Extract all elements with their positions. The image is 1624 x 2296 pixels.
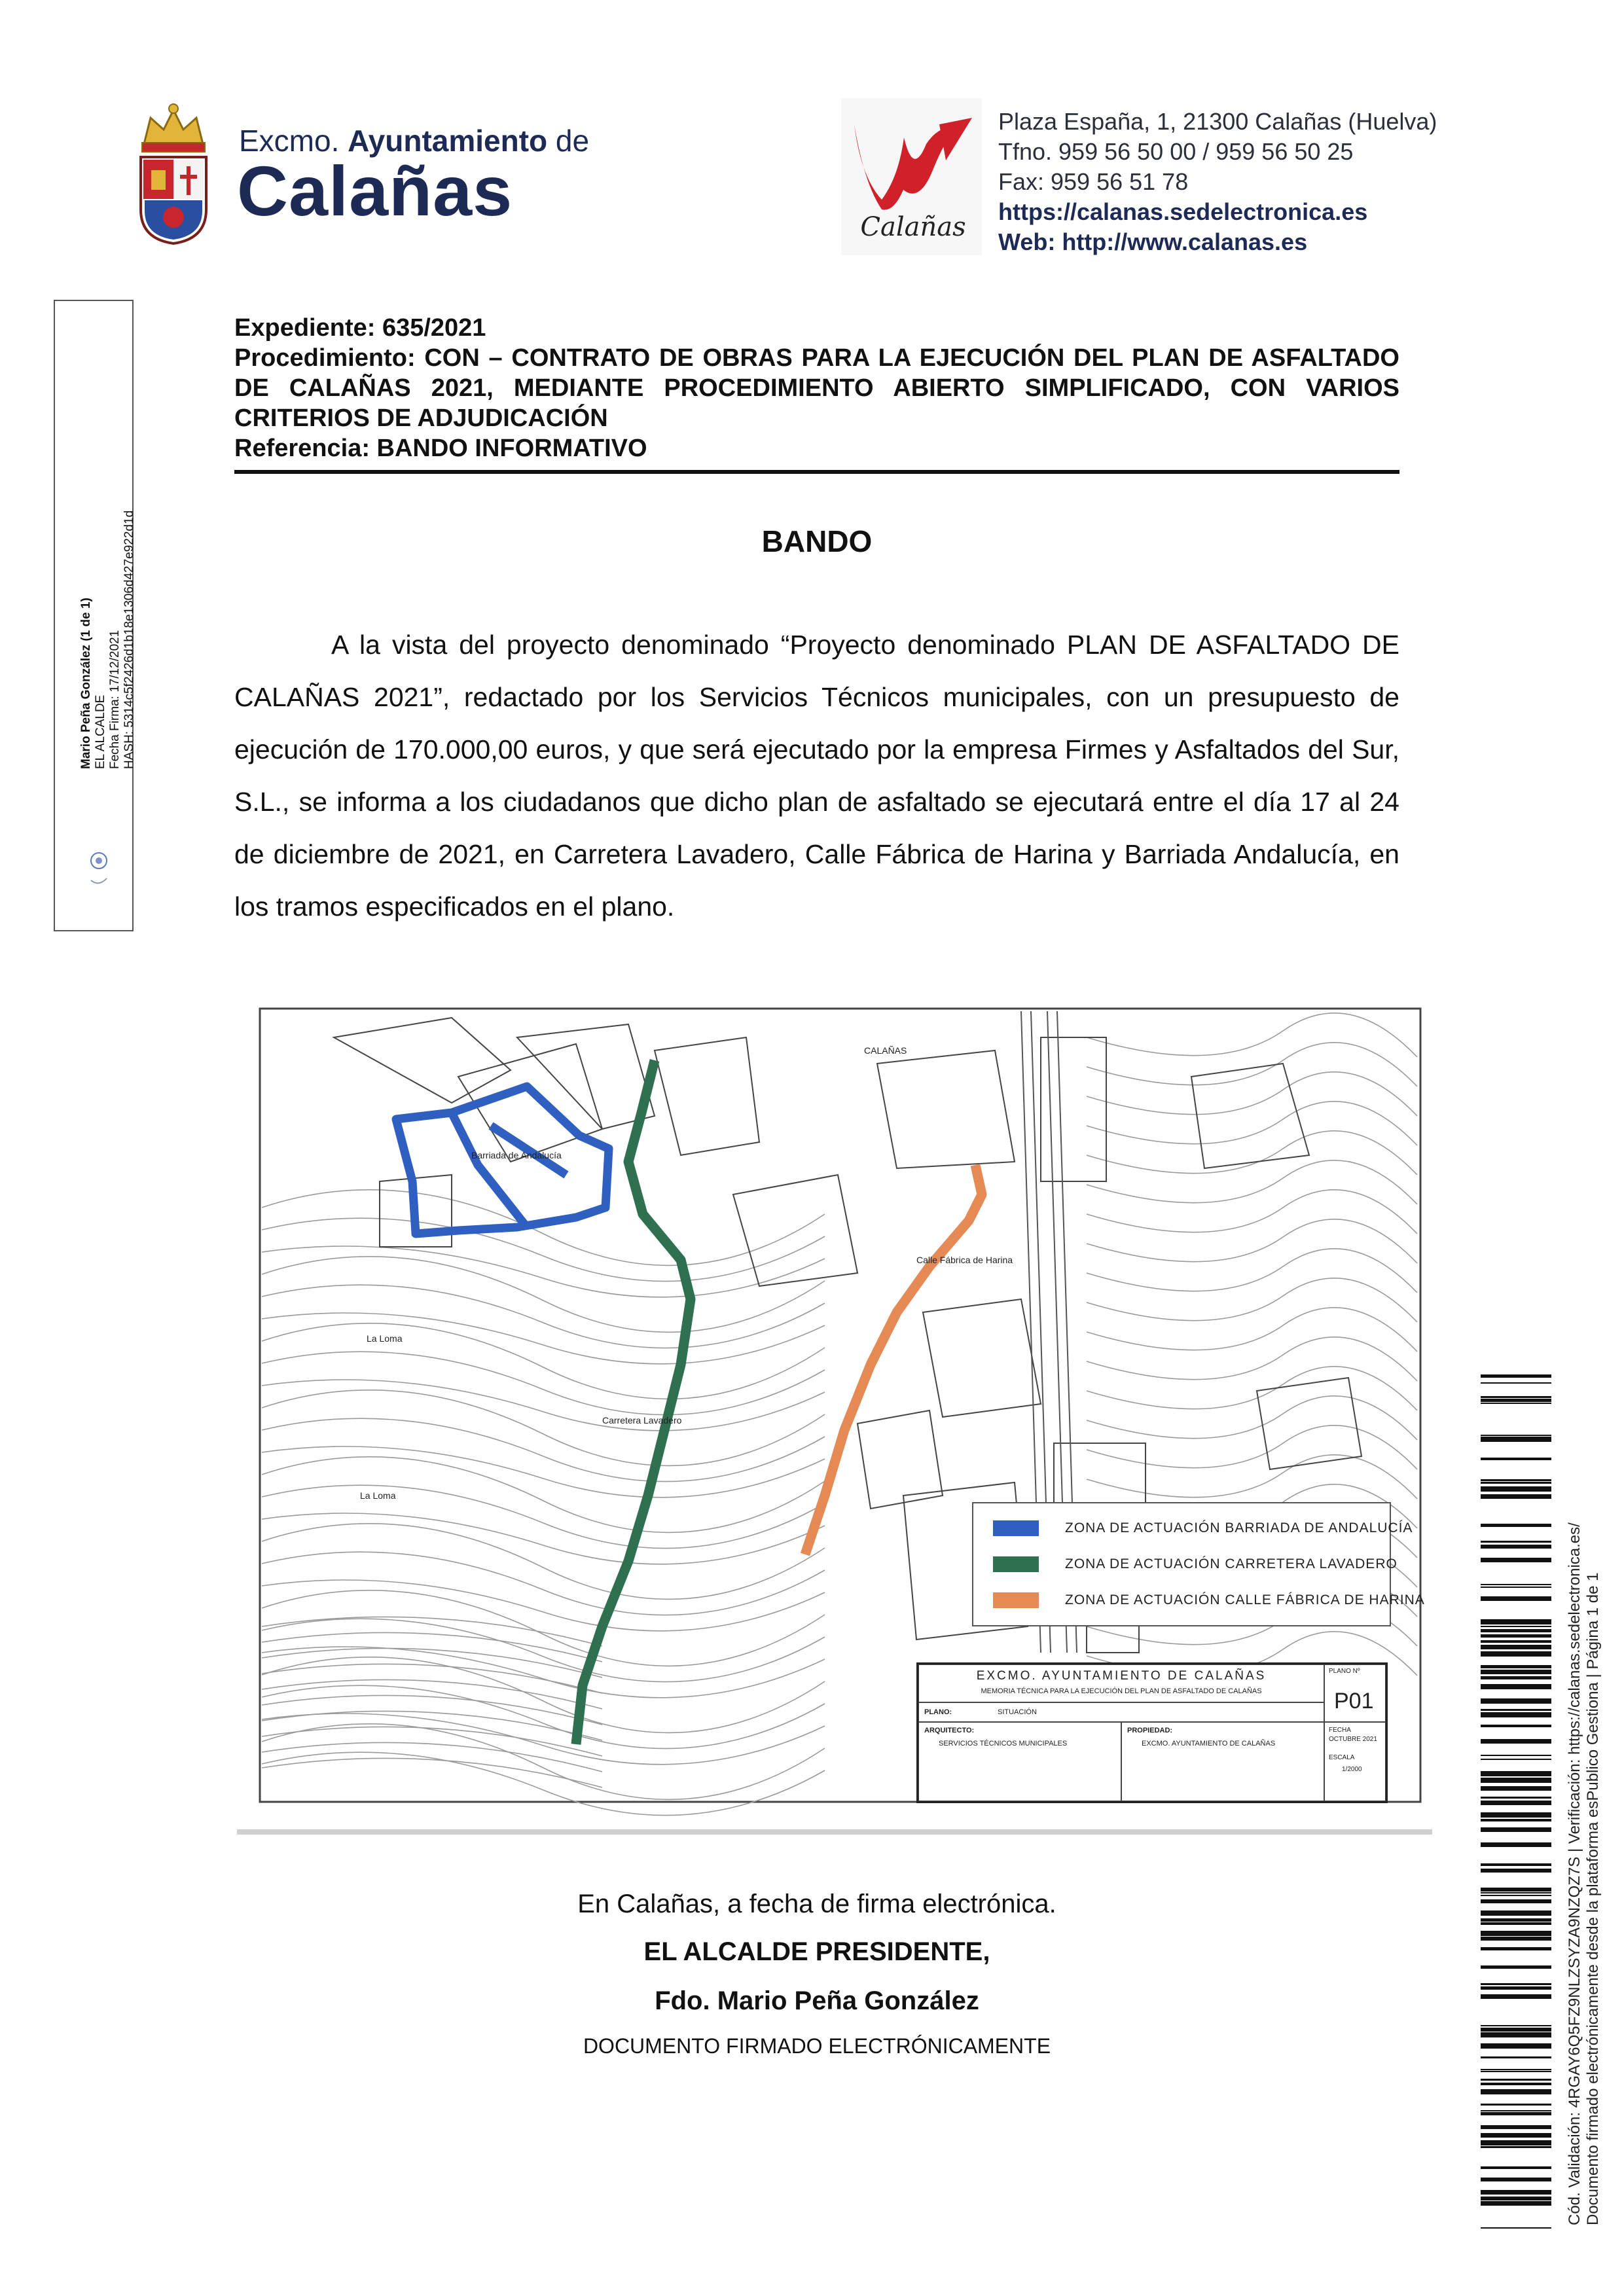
body-paragraph: A la vista del proyecto denominado “Proyecto denominado PLAN DE ASFALTADO DE CALAÑAS 2021”, redactado por los Servicios Técnicos municipales, con un presupuesto de ejecución de 170.000,00 euros, y que será ejecutado por la empresa Firmes y Asfaltados del Sur, S.L., se informa a los ciudadanos que dicho plan de asfaltado se ejecutará entre el día 17 al 24 de diciembre de 2021, en Carretera Lavadero, Calle Fábrica de Harina y Barriada Andalucía, en los tramos especificados en el plano. [234, 630, 1399, 922]
map-label-calanas: CALAÑAS [864, 1045, 907, 1056]
legend-label: ZONA DE ACTUACIÓN BARRIADA DE ANDALUCÍA [1065, 1520, 1413, 1535]
cartouche-arquitecto-label: ARQUITECTO: [924, 1727, 975, 1734]
cartouche-escala-value: 1/2000 [1342, 1766, 1362, 1773]
cartouche-plano-n-label: PLANO Nº [1329, 1668, 1360, 1675]
cartouche-fecha-label: FECHA [1329, 1727, 1351, 1734]
cartouche-escala-label: ESCALA [1329, 1754, 1355, 1761]
signature-date: Fecha Firma: 17/12/2021 [108, 630, 122, 769]
cartouche-plano-value: SITUACIÓN [998, 1708, 1037, 1716]
reference: Referencia: BANDO INFORMATIVO [234, 435, 647, 462]
header-divider [234, 470, 1399, 474]
cartouche-propiedad-value: EXCMO. AYUNTAMIENTO DE CALAÑAS [1142, 1740, 1276, 1748]
contact-fax: Fax: 959 56 51 78 [998, 168, 1189, 195]
cartouche-org-cell [918, 1664, 1324, 1702]
contact-sede-link[interactable]: https://calanas.sedelectronica.es [998, 198, 1368, 225]
cartouche-arquitecto-cell [918, 1722, 1121, 1801]
signature-hash: HASH: 5314c5f2426d1b18e1306d427e922d1d [122, 510, 136, 769]
map-legend [972, 1502, 1425, 1626]
signature-stamp-icon [86, 831, 112, 890]
org-prefix: Excmo. [239, 124, 340, 158]
legend-swatch-orange [993, 1592, 1039, 1608]
procedure: Procedimiento: CON – CONTRATO DE OBRAS PARA LA EJECUCIÓN DEL PLAN DE ASFALTADO DE CALAÑAS 2021, MEDIANTE PROCEDIMIENTO ABIERTO SIMPLIFICADO, CON VARIOS CRITERIOS DE ADJUDICACIÓN [234, 344, 1399, 432]
cartouche-fecha-value: OCTUBRE 2021 [1329, 1736, 1377, 1743]
org-bold: Ayuntamiento [348, 124, 548, 158]
validation-line-1: Cód. Validación: 4RGAY6Q5FZ9NLZSYZA9NZQZ7S | Verificación: https://calanas.sedelectronica.es/ [1566, 1522, 1583, 2225]
cartouche-arquitecto-value: SERVICIOS TÉCNICOS MUNICIPALES [939, 1740, 1068, 1748]
logo-signature: Calañas [860, 212, 966, 242]
barcode-icon [1481, 1374, 1551, 2232]
legend-swatch-green [993, 1556, 1039, 1572]
legend-label: ZONA DE ACTUACIÓN CALLE FÁBRICA DE HARINA [1065, 1592, 1425, 1607]
contact-phone: Tfno. 959 56 50 00 / 959 56 50 25 [998, 138, 1354, 165]
calanas-logo [841, 98, 982, 255]
cartouche-plano-cell [918, 1702, 1324, 1722]
cartouche-plano-n-cell [1324, 1664, 1386, 1722]
city-name: Calañas [237, 151, 513, 230]
cartouche-propiedad-cell [1121, 1722, 1324, 1801]
contact-address: Plaza España, 1, 21300 Calañas (Huelva) [998, 108, 1437, 135]
map-label-loma-2: La Loma [360, 1490, 396, 1501]
contact-block [998, 107, 1437, 257]
mayor-signature-name: Fdo. Mario Peña González [655, 1986, 979, 2015]
cartouche-plano-n: P01 [1334, 1689, 1374, 1713]
cartouche-memoria: MEMORIA TÉCNICA PARA LA EJECUCIÓN DEL PLAN DE ASFALTADO DE CALAÑAS [981, 1687, 1262, 1695]
legend-swatch-blue [993, 1520, 1039, 1536]
map-label-fabrica: Calle Fábrica de Harina [916, 1255, 1013, 1265]
mayor-title: EL ALCALDE PRESIDENTE, [643, 1937, 990, 1966]
file-reference-block [234, 313, 1399, 463]
coat-of-arms-icon [134, 98, 213, 245]
place-date: En Calañas, a fecha de firma electrónica. [577, 1890, 1056, 1918]
contact-web-link[interactable]: Web: http://www.calanas.es [998, 228, 1308, 255]
signer-role: EL ALCALDE [94, 694, 107, 769]
cartouche-propiedad-label: PROPIEDAD: [1127, 1727, 1173, 1734]
org-suffix: de [555, 124, 590, 158]
electronic-signature-note: DOCUMENTO FIRMADO ELECTRÓNICAMENTE [583, 2034, 1051, 2058]
signer-name: Mario Peña González (1 de 1) [79, 598, 93, 769]
file-number: Expediente: 635/2021 [234, 314, 486, 342]
map-label-loma-1: La Loma [367, 1333, 403, 1344]
map-title-block [916, 1662, 1388, 1803]
validation-line-2: Documento firmado electrónicamente desde la plataforma esPublico Gestiona | Página 1 de 1 [1584, 1572, 1602, 2225]
map-label-barriada: Barriada de Andalucía [471, 1150, 562, 1160]
map-label-carretera: Carretera Lavadero [602, 1415, 682, 1426]
cartouche-org: EXCMO. AYUNTAMIENTO DE CALAÑAS [976, 1669, 1267, 1683]
document-title: BANDO [761, 524, 873, 558]
signature-info [79, 511, 137, 769]
legend-label: ZONA DE ACTUACIÓN CARRETERA LAVADERO [1065, 1556, 1398, 1571]
map-shadow [237, 1829, 1432, 1835]
cartouche-plano-label: PLANO: [924, 1708, 952, 1716]
validation-info [1566, 1522, 1602, 2225]
cartouche-fecha-cell [1324, 1722, 1386, 1801]
